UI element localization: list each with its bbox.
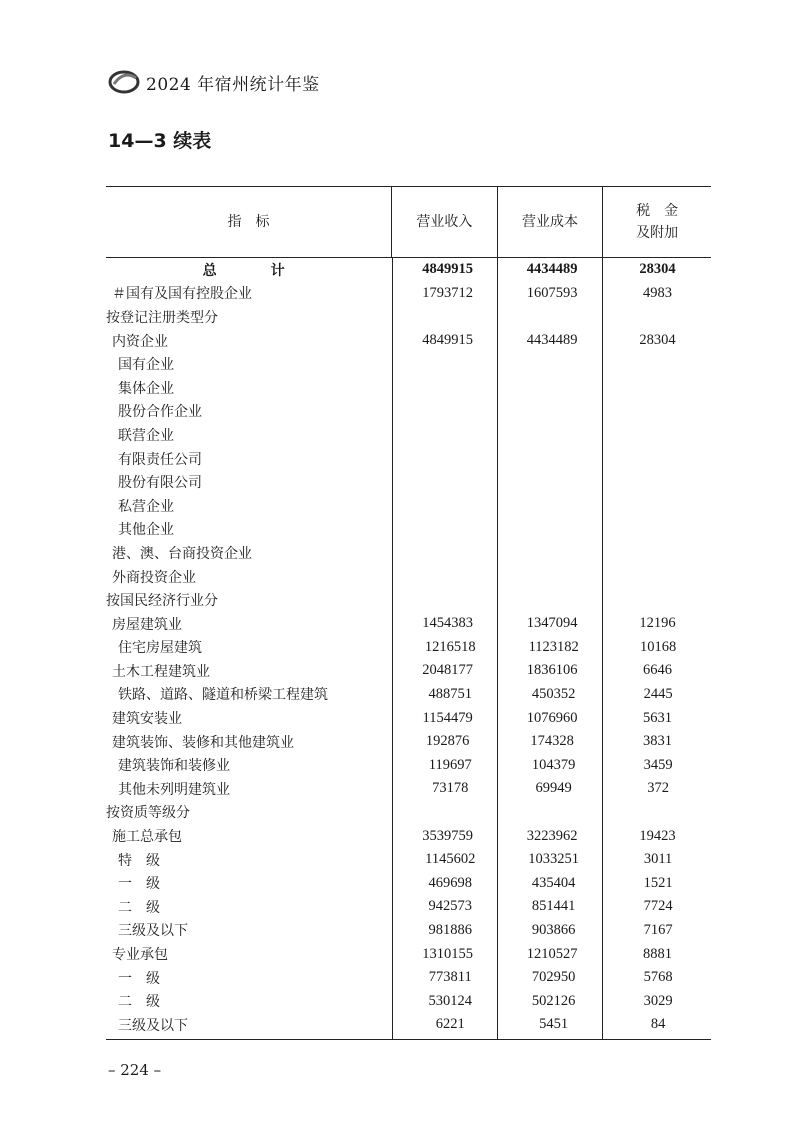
row-label: 二 级 [118, 994, 160, 1011]
table-row [106, 612, 711, 636]
tax-cell: 3831 [643, 733, 673, 750]
table-row [106, 541, 711, 565]
header-revenue: 营业收入 [391, 187, 497, 257]
table-row [106, 494, 711, 518]
table-row [106, 777, 711, 801]
row-label: 土木工程建筑业 [112, 663, 210, 680]
revenue-cell: 488751 [428, 685, 473, 702]
running-title: 2024 年宿州统计年鉴 [146, 74, 320, 95]
tax-cell: 1521 [643, 874, 673, 891]
row-label: 总 计 [202, 262, 305, 279]
row-label: 建筑安装业 [112, 711, 182, 728]
revenue-cell: 4849915 [422, 332, 473, 349]
table-row [106, 730, 711, 754]
row-label: 专业承包 [112, 947, 168, 964]
header-cost: 营业成本 [497, 187, 603, 257]
tax-cell: 84 [650, 1016, 666, 1033]
row-label: 有限责任公司 [118, 451, 202, 468]
row-label: 港、澳、台商投资企业 [112, 545, 252, 562]
row-label: 二 级 [118, 899, 160, 916]
row-label: 股份有限公司 [118, 475, 202, 492]
table-row [106, 518, 711, 542]
revenue-cell: 2048177 [422, 662, 473, 679]
row-label: 按资质等级分 [106, 805, 190, 822]
cost-cell: 3223962 [526, 827, 578, 844]
tax-cell: 3011 [643, 851, 673, 868]
revenue-cell: 3539759 [422, 827, 473, 844]
row-label: 股份合作企业 [118, 404, 202, 421]
row-label: 住宅房屋建筑 [118, 640, 202, 657]
cost-cell: 1836106 [526, 662, 578, 679]
table-row [106, 470, 711, 494]
table-body [106, 258, 711, 1040]
cost-cell: 1607593 [526, 284, 578, 301]
row-label: 施工总承包 [112, 829, 182, 846]
cost-cell: 4434489 [526, 332, 578, 349]
header-indicator: 指 标 [227, 214, 270, 230]
table-row [106, 848, 711, 872]
statistics-table [106, 186, 711, 1040]
tax-cell: 10168 [639, 638, 677, 655]
row-label: 铁路、道路、隧道和桥梁工程建筑 [118, 687, 328, 704]
cost-cell: 4434489 [526, 261, 578, 278]
tax-cell: 372 [647, 780, 669, 797]
total-row [106, 258, 711, 282]
cost-cell: 174328 [530, 733, 574, 750]
table-row [106, 423, 711, 447]
tax-cell: 5631 [643, 709, 673, 726]
tax-cell: 19423 [639, 827, 676, 844]
revenue-cell: 73178 [432, 780, 469, 797]
table-row [106, 824, 711, 848]
revenue-cell: 981886 [428, 921, 473, 938]
revenue-cell: 530124 [428, 992, 473, 1009]
revenue-cell: 192876 [425, 733, 470, 750]
row-label: 按登记注册类型分 [106, 309, 218, 326]
row-label: ＃国有及国有控股企业 [112, 286, 252, 303]
tax-cell: 6646 [643, 662, 673, 679]
revenue-cell: 1454383 [422, 615, 473, 632]
row-label: 其他企业 [118, 522, 174, 539]
tax-cell: 5768 [643, 969, 673, 986]
row-label: 房屋建筑业 [112, 616, 182, 633]
running-header [108, 66, 320, 98]
revenue-cell: 469698 [428, 874, 473, 891]
cost-cell: 502126 [531, 992, 576, 1009]
tax-cell: 7167 [643, 921, 673, 938]
revenue-cell: 119697 [428, 756, 472, 773]
revenue-cell: 1145602 [425, 851, 476, 868]
table-title: 14—3 续表 [108, 130, 212, 152]
table-row [106, 636, 711, 660]
row-label: 一 级 [118, 876, 160, 893]
table-header-row [106, 187, 711, 258]
revenue-cell: 1793712 [422, 284, 473, 301]
tax-cell: 3459 [643, 756, 673, 773]
table-row [106, 305, 711, 329]
cost-cell: 5451 [539, 1016, 569, 1033]
table-row [106, 447, 711, 471]
revenue-cell: 773811 [428, 969, 472, 986]
table-row [106, 352, 711, 376]
cost-cell: 903866 [531, 921, 576, 938]
table-row [106, 683, 711, 707]
revenue-cell: 1310155 [422, 945, 473, 962]
row-label: 三级及以下 [118, 923, 188, 940]
tax-cell: 2445 [643, 685, 673, 702]
row-label: 私营企业 [118, 498, 174, 515]
table-row [106, 871, 711, 895]
table-row [106, 989, 711, 1013]
row-label: 特 级 [118, 852, 160, 869]
revenue-cell: 1216518 [424, 638, 476, 655]
table-row [106, 659, 711, 683]
row-label: 国有企业 [118, 357, 174, 374]
row-label: 外商投资企业 [112, 569, 196, 586]
cost-cell: 435404 [531, 874, 576, 891]
revenue-cell: 942573 [428, 898, 473, 915]
table-row [106, 376, 711, 400]
row-label: 按国民经济行业分 [106, 593, 218, 610]
row-label: 一 级 [118, 970, 160, 987]
table-row [106, 329, 711, 353]
tax-cell: 28304 [639, 332, 676, 349]
cost-cell: 69949 [535, 780, 572, 797]
row-label: 其他未列明建筑业 [118, 781, 230, 798]
tax-cell: 28304 [639, 261, 676, 278]
row-label: 联营企业 [118, 427, 174, 444]
row-label: 建筑装饰、装修和其他建筑业 [112, 734, 294, 751]
cost-cell: 702950 [531, 969, 576, 986]
cost-cell: 1123182 [528, 638, 579, 655]
row-label: 建筑装饰和装修业 [118, 758, 230, 775]
tax-cell: 3029 [643, 992, 673, 1009]
cost-cell: 104379 [531, 756, 576, 773]
table-row [106, 565, 711, 589]
tax-cell: 7724 [643, 898, 673, 915]
column-divider [497, 258, 498, 1039]
cost-cell: 1033251 [528, 851, 580, 868]
cost-cell: 1076960 [526, 709, 578, 726]
table-row [106, 966, 711, 990]
table-row [106, 942, 711, 966]
row-label: 内资企业 [112, 333, 168, 350]
table-row [106, 706, 711, 730]
row-label: 集体企业 [118, 380, 174, 397]
header-tax-line1: 税 金 [636, 203, 679, 219]
tax-cell: 12196 [639, 615, 676, 632]
revenue-cell: 6221 [435, 1016, 465, 1033]
table-row [106, 753, 711, 777]
row-label: 三级及以下 [118, 1017, 188, 1034]
table-row [106, 1013, 711, 1037]
cost-cell: 1347094 [526, 615, 578, 632]
table-row [106, 282, 711, 306]
yearbook-logo-icon [108, 68, 140, 96]
header-tax [602, 187, 711, 257]
tax-cell: 4983 [643, 284, 673, 301]
cost-cell: 851441 [531, 898, 576, 915]
table-row [106, 919, 711, 943]
page-number: – 224 – [108, 1061, 162, 1079]
cost-cell: 1210527 [526, 945, 578, 962]
table-row [106, 400, 711, 424]
cost-cell: 450352 [531, 685, 576, 702]
revenue-cell: 4849915 [422, 261, 473, 278]
revenue-cell: 1154479 [422, 709, 473, 726]
column-divider [392, 258, 393, 1039]
table-row [106, 801, 711, 825]
column-divider [602, 258, 603, 1039]
header-tax-line2: 及附加 [636, 225, 679, 241]
table-row [106, 895, 711, 919]
table-row [106, 588, 711, 612]
tax-cell: 8881 [643, 945, 673, 962]
